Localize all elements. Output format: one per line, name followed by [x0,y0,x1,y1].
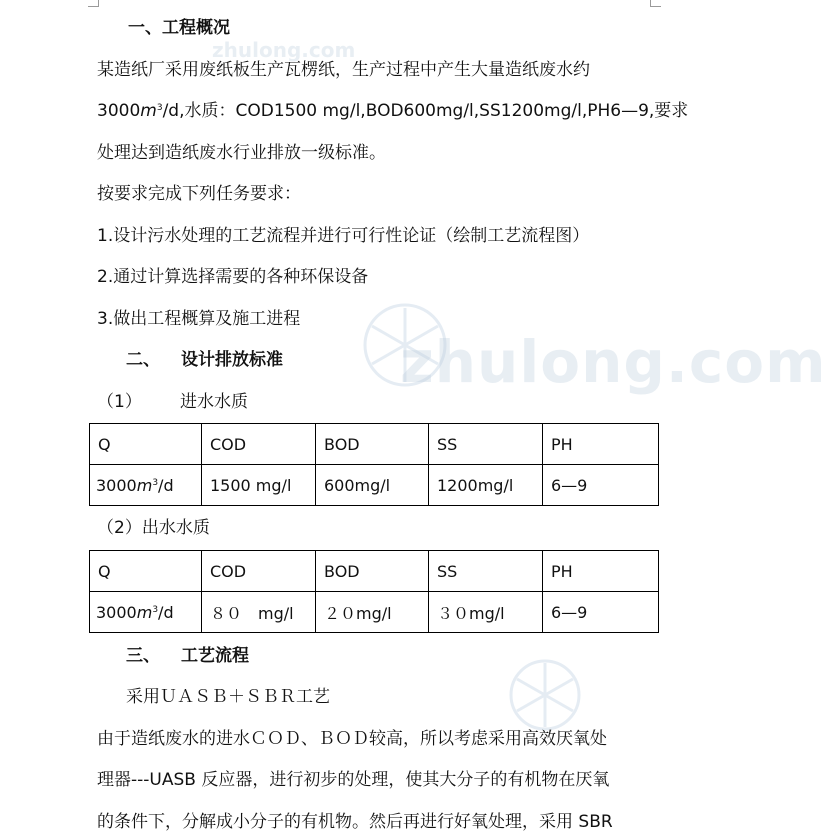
table-header-cell: COD [202,424,316,465]
outflow-table [89,550,659,633]
table-header-cell: BOD [316,551,429,592]
flow-per-day: /d [158,602,174,622]
table-cell: 600mg/l [316,465,429,506]
table-cell: 1500 mg/l [202,465,316,506]
table-cell: ８０ mg/l [202,592,316,633]
table-header-row [90,424,659,465]
table-row [90,465,659,506]
watermark-top: zhulong.com [212,38,356,62]
section1-para-line2 [97,99,688,123]
table-cell: 1200mg/l [429,465,543,506]
table-cell: 6—9 [543,592,659,633]
table-header-cell: COD [202,551,316,592]
section3-heading: 工艺流程 [181,646,249,666]
flow-unit-sup: 3 [152,477,159,488]
table-cell: ２０mg/l [316,592,429,633]
section3-para-line3: 的条件下，分解成小分子的有机物。然后再进行好氧处理，采用 SBR [97,812,613,832]
flow-unit-sup: 3 [152,604,159,615]
table-header-cell: Q [90,424,202,465]
table-header-cell: Q [90,551,202,592]
task-item-1: 1.设计污水处理的工艺流程并进行可行性论证（绘制工艺流程图） [97,226,590,246]
table-header-row [90,551,659,592]
table-header-cell: BOD [316,424,429,465]
task-item-3: 3.做出工程概算及施工进程 [97,309,301,329]
section3-heading-number: 三、 [126,646,160,666]
crop-mark-top-left [88,0,99,7]
table-header-cell: SS [429,551,543,592]
flow-unit: m [140,101,157,121]
table-header-cell: PH [543,424,659,465]
outflow-label: （2）出水水质 [97,518,210,538]
flow-unit: m [136,475,153,495]
section1-para-line3: 处理达到造纸废水行业排放一级标准。 [97,143,386,163]
table-cell-flow [90,592,202,633]
table-header-cell: SS [429,424,543,465]
section3-para-line1: 由于造纸废水的进水ＣＯＤ、ＢＯＤ较高，所以考虑采用高效厌氧处 [97,729,607,749]
process-line: 采用ＵＡＳＢ＋ＳＢＲ工艺 [126,687,330,707]
crop-mark-top-right [650,0,661,7]
inflow-label-number: （1） [97,392,142,412]
flow-unit-sup: 3 [156,103,163,113]
inflow-label: 进水水质 [180,392,248,412]
table-header-cell: PH [543,551,659,592]
table-cell-flow [90,465,202,506]
water-quality-text: /d,水质：COD1500 mg/l,BOD600mg/l,SS1200mg/l,PH6—9,要求 [162,101,689,121]
section2-heading: 设计排放标准 [181,350,283,370]
flow-value: 3000 [96,475,137,495]
table-cell: 6—9 [543,465,659,506]
table-cell: ３０mg/l [429,592,543,633]
section1-para-line1: 某造纸厂采用废纸板生产瓦楞纸，生产过程中产生大量造纸废水约 [97,60,590,80]
section3-para-line2: 理器---UASB 反应器，进行初步的处理，使其大分子的有机物在厌氧 [97,770,610,790]
flow-value: 3000 [96,602,137,622]
flow-per-day: /d [158,475,174,495]
inflow-table [89,423,659,506]
watermark-mid: zhulong.com [400,328,827,396]
section1-heading: 一、工程概况 [128,18,230,38]
flow-unit: m [136,602,153,622]
task-item-2: 2.通过计算选择需要的各种环保设备 [97,267,369,287]
flow-value: 3000 [97,101,141,121]
section2-heading-number: 二、 [126,350,160,370]
task-intro: 按要求完成下列任务要求： [97,184,301,204]
table-row [90,592,659,633]
watermark-logo-small-icon [505,655,585,735]
